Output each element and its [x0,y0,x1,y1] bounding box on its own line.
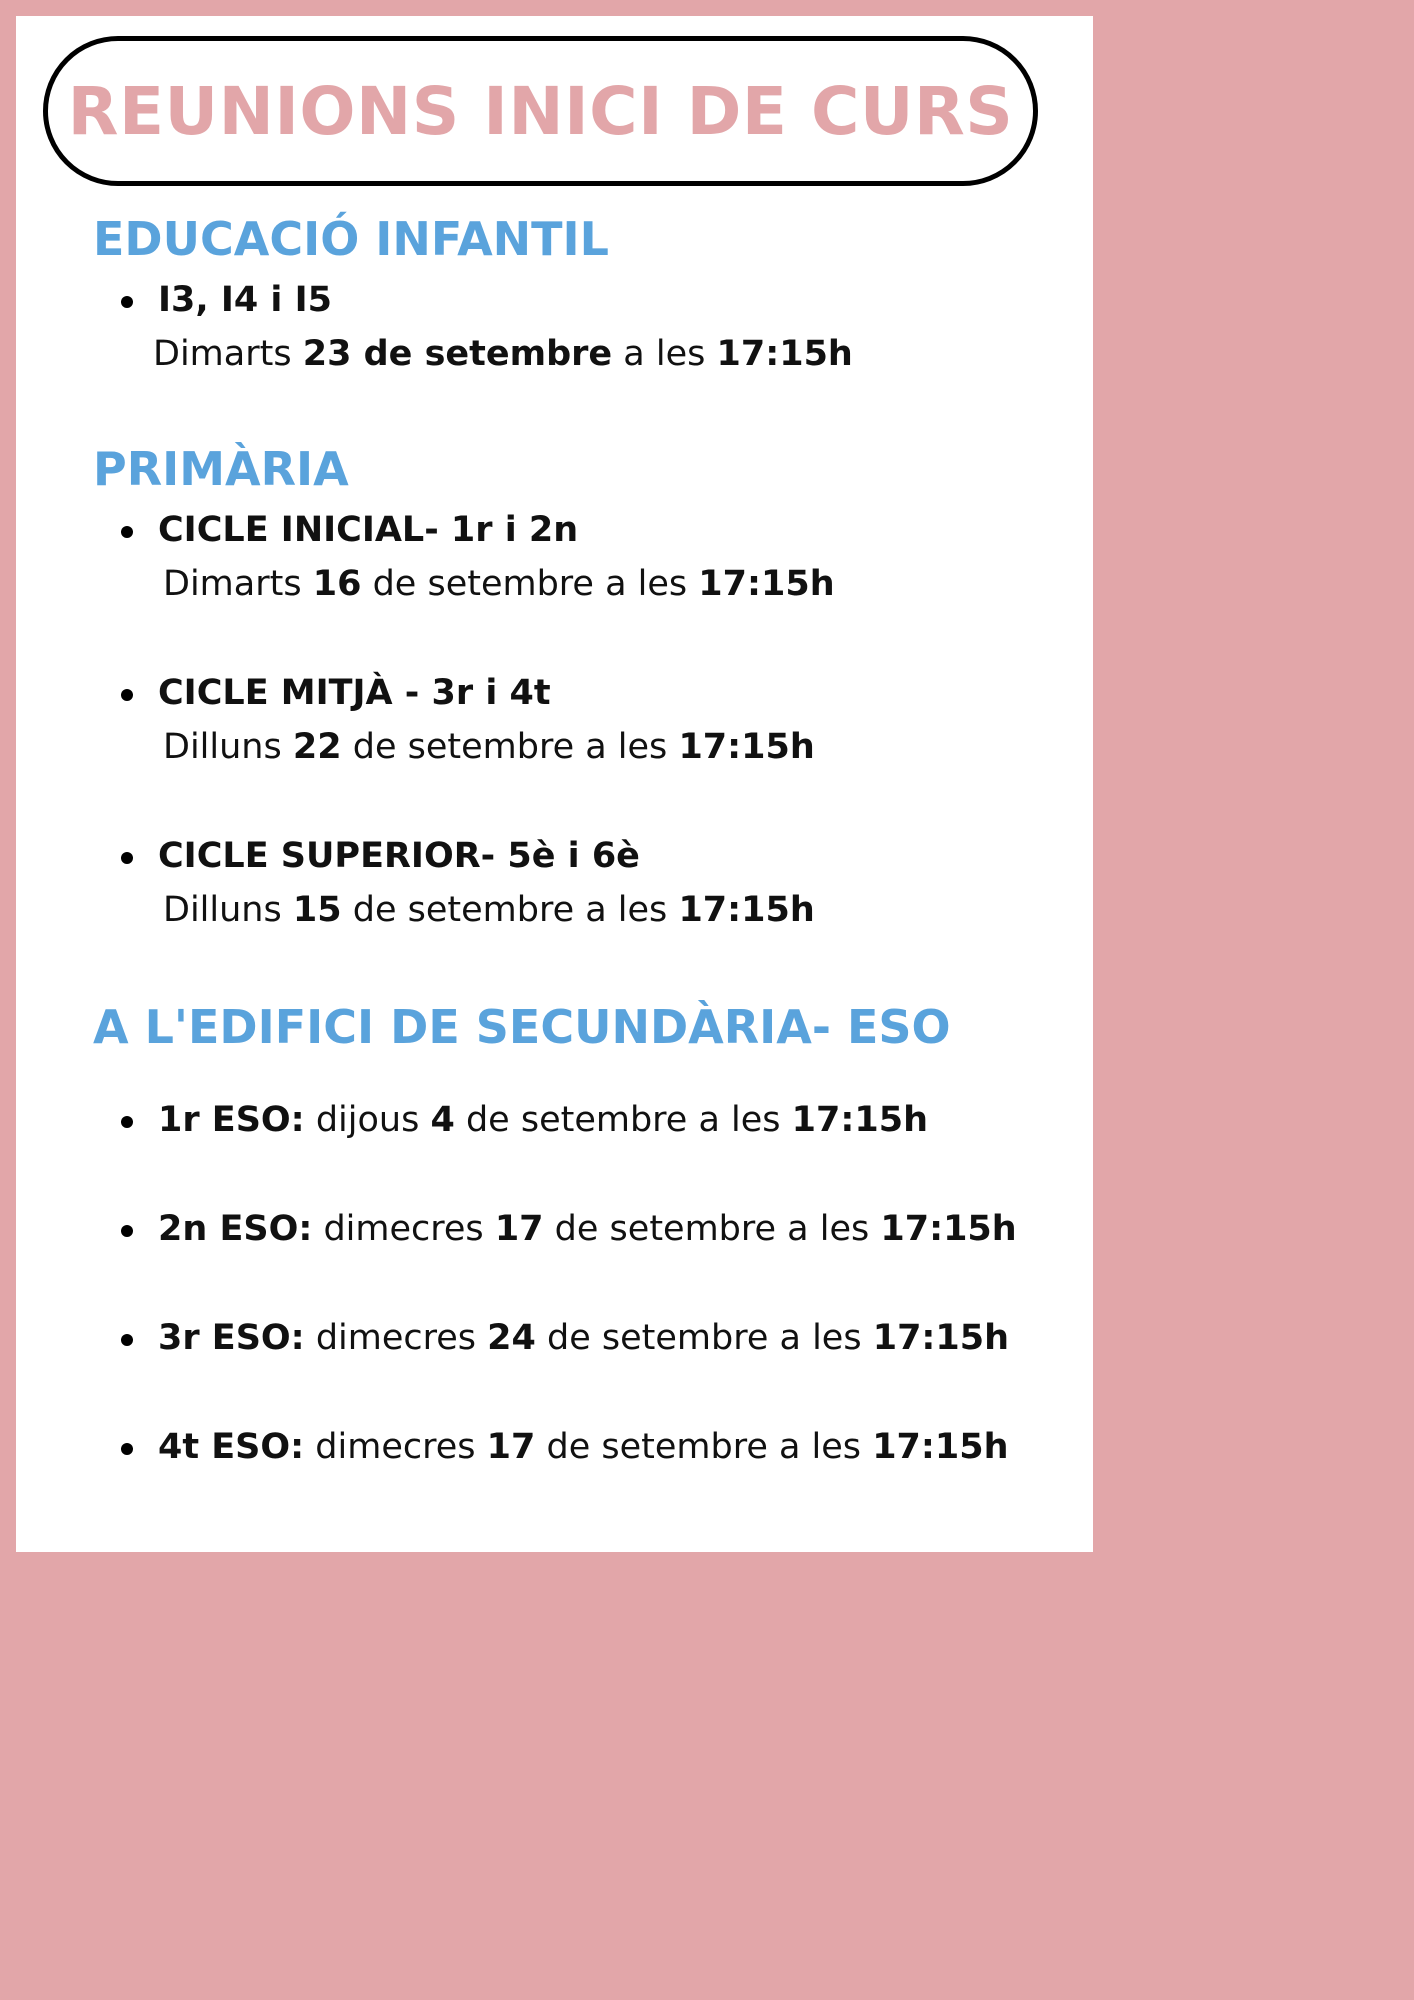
item-day: dimecres [315,1427,476,1467]
item-rest: de setembre a les [352,890,668,930]
item-eso-3 [158,1318,1009,1358]
item-rest: de setembre a les [547,1318,862,1358]
section-heading-primaria: PRIMÀRIA [93,442,349,496]
item-time: 17:15h [716,334,853,374]
item-date: 17 [494,1209,544,1249]
item-date: 4 [430,1100,455,1140]
item-date: 22 [292,727,342,767]
item-date: 16 [312,564,362,604]
item-schedule-cicle-inicial [163,564,835,604]
item-date: 23 de setembre [302,334,613,374]
bullet-icon [121,1334,133,1346]
bullet-icon [121,852,133,864]
item-time: 17:15h [880,1209,1017,1249]
item-day: dijous [315,1100,420,1140]
bullet-icon [121,1443,133,1455]
section-heading-eso: A L'EDIFICI DE SECUNDÀRIA- ESO [93,1000,951,1054]
item-time: 17:15h [678,727,815,767]
item-day: dimecres [323,1209,484,1249]
item-label-infantil: I3, I4 i I5 [158,280,332,320]
item-rest: de setembre a les [554,1209,870,1249]
item-eso-4 [158,1427,1009,1467]
item-time: 17:15h [872,1427,1009,1467]
item-label: 2n ESO: [158,1209,313,1249]
item-label: 3r ESO: [158,1318,305,1358]
item-rest: de setembre a les [372,564,688,604]
item-label: 1r ESO: [158,1100,305,1140]
item-schedule-infantil [153,334,853,374]
bullet-icon [121,526,133,538]
item-date: 15 [292,890,342,930]
bullet-icon [121,296,133,308]
section-heading-infantil: EDUCACIÓ INFANTIL [93,212,609,266]
page-title: REUNIONS INICI DE CURS [67,72,1014,150]
item-rest: de setembre a les [546,1427,862,1467]
item-time: 17:15h [678,890,815,930]
item-time: 17:15h [872,1318,1010,1358]
item-date: 17 [486,1427,536,1467]
bullet-icon [121,1116,133,1128]
item-time: 17:15h [698,564,835,604]
item-day: Dimarts [153,334,292,374]
item-day: dimecres [315,1318,477,1358]
item-date: 24 [487,1318,536,1358]
title-banner [43,36,1038,186]
item-label-cicle-mitja: CICLE MITJÀ - 3r i 4t [158,673,551,713]
item-label-cicle-inicial: CICLE INICIAL- 1r i 2n [158,510,579,550]
bullet-icon [121,1225,133,1237]
item-label-cicle-superior: CICLE SUPERIOR- 5è i 6è [158,836,640,876]
item-rest: de setembre a les [465,1100,781,1140]
item-rest: a les [623,334,706,374]
item-day: Dilluns [163,890,282,930]
item-eso-2 [158,1209,1017,1249]
item-schedule-cicle-superior [163,890,815,930]
item-day: Dimarts [163,564,302,604]
item-eso-1 [158,1100,928,1140]
item-time: 17:15h [791,1100,928,1140]
item-rest: de setembre a les [352,727,668,767]
item-day: Dilluns [163,727,282,767]
item-schedule-cicle-mitja [163,727,815,767]
bullet-icon [121,689,133,701]
item-label: 4t ESO: [158,1427,305,1467]
